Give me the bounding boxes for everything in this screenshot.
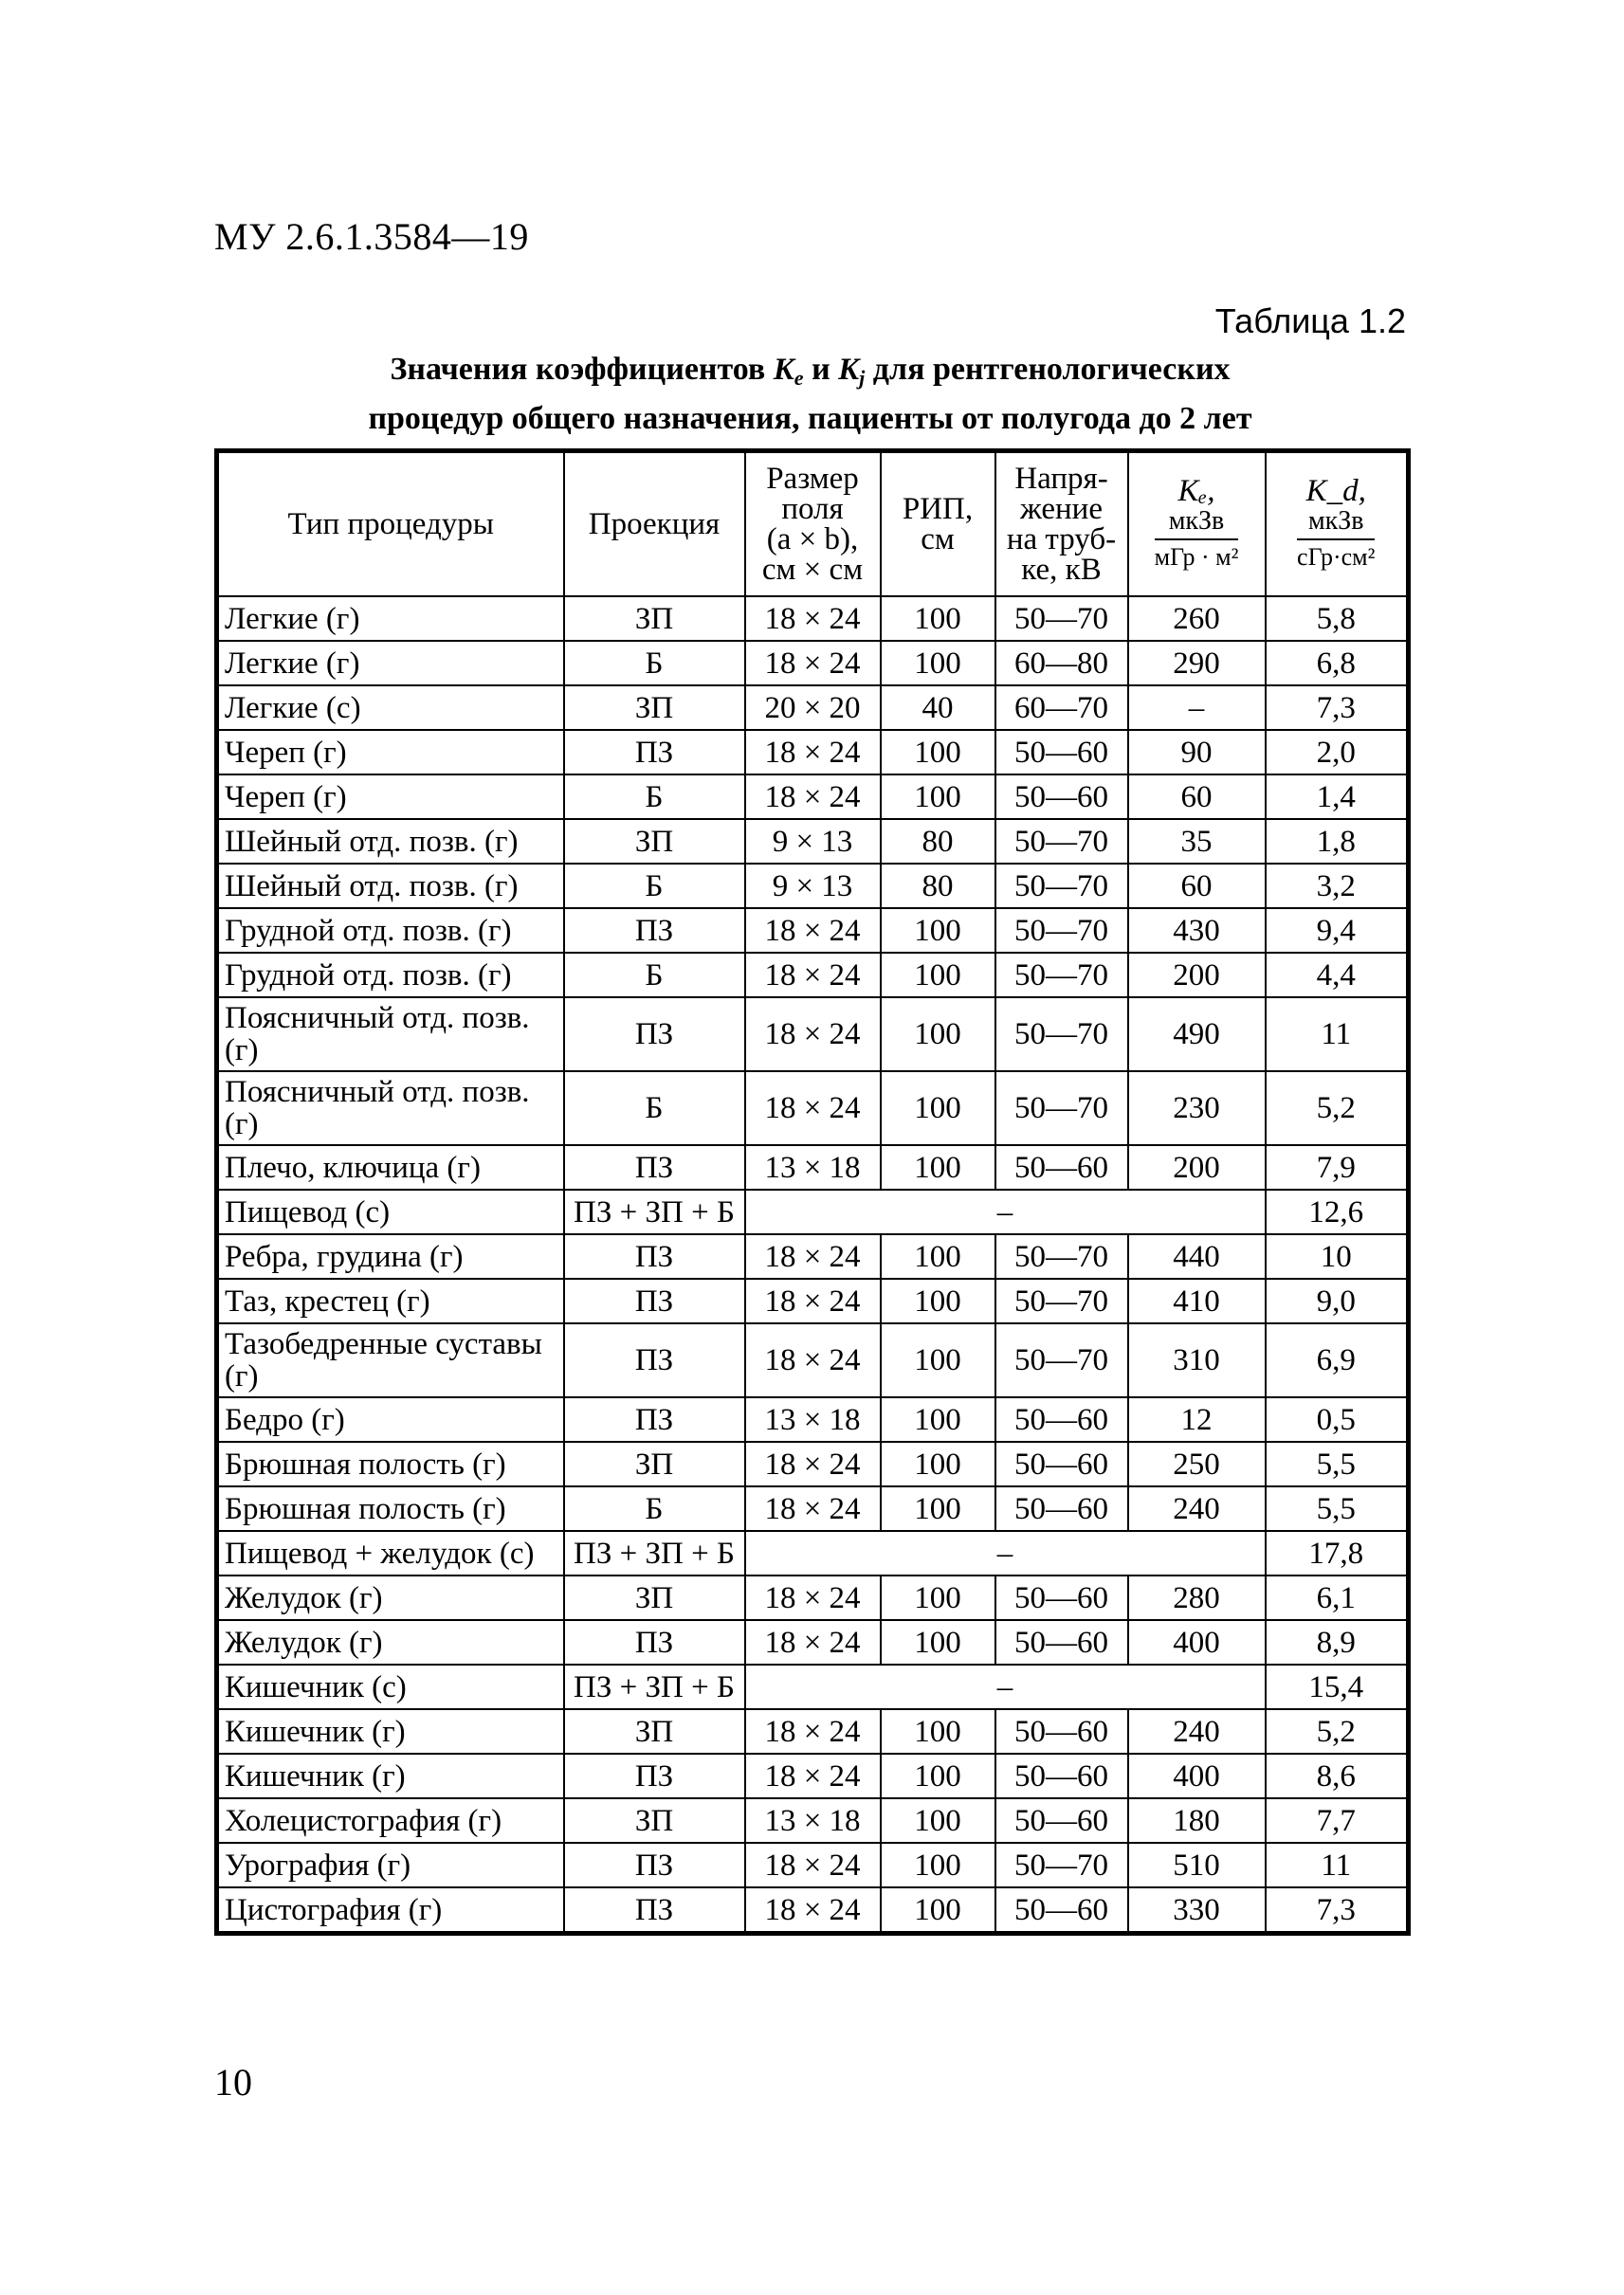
cell-ke: 310	[1128, 1323, 1266, 1397]
cell-projection: ПЗ	[564, 1323, 745, 1397]
cell-rip: 100	[881, 953, 995, 997]
caption-line2: процедур общего назначения, пациенты от полугода до 2 лет	[368, 401, 1252, 436]
cell-voltage: 60—70	[995, 685, 1128, 730]
cell-ke: 240	[1128, 1486, 1266, 1531]
caption-part1: Значения коэффициентов	[390, 352, 774, 387]
cell-projection: ПЗ	[564, 1279, 745, 1323]
cell-voltage: 50—70	[995, 1279, 1128, 1323]
cell-ke: 200	[1128, 953, 1266, 997]
cell-procedure: Легкие (г)	[217, 596, 564, 641]
cell-voltage: 50—60	[995, 1576, 1128, 1620]
cell-kd: 9,0	[1266, 1279, 1409, 1323]
table-row	[217, 1190, 1409, 1234]
cell-voltage: 50—70	[995, 997, 1128, 1071]
cell-procedure: Грудной отд. позв. (г)	[217, 908, 564, 953]
cell-field-size: 18 × 24	[745, 1843, 881, 1887]
cell-rip: 100	[881, 1279, 995, 1323]
cell-field-size: 18 × 24	[745, 1442, 881, 1486]
cell-voltage: 50—70	[995, 864, 1128, 908]
cell-ke: 280	[1128, 1576, 1266, 1620]
cell-ke: 60	[1128, 774, 1266, 819]
cell-projection: ПЗ	[564, 1843, 745, 1887]
table-row	[217, 641, 1409, 685]
cell-voltage: 50—70	[995, 908, 1128, 953]
cell-procedure: Грудной отд. позв. (г)	[217, 953, 564, 997]
cell-field-size: 18 × 24	[745, 730, 881, 774]
table-row	[217, 1323, 1409, 1397]
col-header-projection: Проекция	[564, 451, 745, 597]
cell-projection: Б	[564, 1486, 745, 1531]
rip-line1: РИП,	[902, 492, 974, 526]
cell-field-size: 18 × 24	[745, 1323, 881, 1397]
cell-procedure: Поясничный отд. позв. (г)	[217, 997, 564, 1071]
col-header-procedure: Тип процедуры	[217, 451, 564, 597]
cell-voltage: 50—60	[995, 1486, 1128, 1531]
cell-projection: ПЗ	[564, 997, 745, 1071]
cell-projection: ПЗ	[564, 1397, 745, 1442]
cell-rip: 80	[881, 819, 995, 864]
cell-field-size: 18 × 24	[745, 1279, 881, 1323]
cell-voltage: 50—60	[995, 1798, 1128, 1843]
cell-rip: 100	[881, 1145, 995, 1190]
field-size-line2: (a × b),	[766, 522, 859, 556]
cell-projection: ЗП	[564, 1576, 745, 1620]
cell-ke: 230	[1128, 1071, 1266, 1145]
cell-procedure: Кишечник (г)	[217, 1754, 564, 1798]
cell-field-size: 18 × 24	[745, 1709, 881, 1754]
cell-procedure: Шейный отд. позв. (г)	[217, 819, 564, 864]
cell-procedure: Кишечник (с)	[217, 1665, 564, 1709]
cell-ke: 290	[1128, 641, 1266, 685]
cell-projection: ПЗ	[564, 1145, 745, 1190]
table-row	[217, 819, 1409, 864]
caption-ke-sub: e	[794, 366, 804, 390]
cell-kd: 7,7	[1266, 1798, 1409, 1843]
col-header-rip	[881, 451, 995, 597]
col-header-ke	[1128, 451, 1266, 597]
cell-rip: 100	[881, 730, 995, 774]
cell-kd: 5,5	[1266, 1486, 1409, 1531]
col-header-field-size	[745, 451, 881, 597]
cell-kd: 15,4	[1266, 1665, 1409, 1709]
cell-projection: Б	[564, 864, 745, 908]
cell-kd: 5,8	[1266, 596, 1409, 641]
cell-field-size: 18 × 24	[745, 774, 881, 819]
cell-voltage: 50—60	[995, 730, 1128, 774]
kd-unit-numerator: мкЗв	[1297, 506, 1375, 540]
cell-kd: 6,9	[1266, 1323, 1409, 1397]
cell-kd: 9,4	[1266, 908, 1409, 953]
cell-voltage: 50—70	[995, 1323, 1128, 1397]
cell-rip: 80	[881, 864, 995, 908]
cell-procedure: Легкие (г)	[217, 641, 564, 685]
cell-field-size: 13 × 18	[745, 1397, 881, 1442]
cell-voltage: 50—60	[995, 774, 1128, 819]
cell-ke: 250	[1128, 1442, 1266, 1486]
caption-kj: K	[838, 353, 860, 387]
cell-kd: 5,2	[1266, 1709, 1409, 1754]
cell-rip: 100	[881, 1798, 995, 1843]
cell-kd: 12,6	[1266, 1190, 1409, 1234]
cell-procedure: Ребра, грудина (г)	[217, 1234, 564, 1279]
table-row	[217, 1145, 1409, 1190]
cell-projection: ПЗ	[564, 1887, 745, 1934]
cell-projection: ЗП	[564, 685, 745, 730]
cell-projection: ПЗ	[564, 1234, 745, 1279]
cell-field-size: 18 × 24	[745, 1486, 881, 1531]
table-row	[217, 997, 1409, 1071]
cell-ke: 260	[1128, 596, 1266, 641]
cell-field-size: 18 × 24	[745, 1887, 881, 1934]
table-row	[217, 1576, 1409, 1620]
ke-unit-fraction	[1155, 506, 1239, 573]
cell-rip: 100	[881, 1709, 995, 1754]
cell-rip: 100	[881, 774, 995, 819]
cell-procedure: Кишечник (г)	[217, 1709, 564, 1754]
table-row	[217, 774, 1409, 819]
cell-rip: 100	[881, 1843, 995, 1887]
table-row	[217, 908, 1409, 953]
cell-ke: 240	[1128, 1709, 1266, 1754]
kd-unit-fraction	[1297, 506, 1375, 573]
cell-ke: –	[1128, 685, 1266, 730]
cell-voltage: 50—70	[995, 1234, 1128, 1279]
cell-voltage: 50—60	[995, 1145, 1128, 1190]
cell-rip: 100	[881, 1071, 995, 1145]
rip-line2: см	[921, 522, 955, 556]
kd-unit-denominator: сГр·см²	[1297, 543, 1376, 571]
cell-kd: 17,8	[1266, 1531, 1409, 1576]
table-body	[217, 596, 1409, 1934]
ke-symbol: Kₑ,	[1177, 474, 1215, 508]
cell-ke: 12	[1128, 1397, 1266, 1442]
cell-projection: ЗП	[564, 819, 745, 864]
cell-field-size: 9 × 13	[745, 819, 881, 864]
cell-field-size: 18 × 24	[745, 953, 881, 997]
cell-ke: 400	[1128, 1754, 1266, 1798]
caption-ke: K	[773, 353, 794, 387]
cell-rip: 100	[881, 1323, 995, 1397]
cell-ke: 510	[1128, 1843, 1266, 1887]
table-row	[217, 1798, 1409, 1843]
cell-projection: ПЗ	[564, 1620, 745, 1665]
cell-projection: ЗП	[564, 1709, 745, 1754]
cell-rip: 100	[881, 596, 995, 641]
table-label: Таблица 1.2	[1214, 301, 1406, 340]
caption-and: и	[803, 352, 839, 387]
cell-voltage: 50—60	[995, 1709, 1128, 1754]
table-row	[217, 1665, 1409, 1709]
cell-ke: 35	[1128, 819, 1266, 864]
cell-field-size: 18 × 24	[745, 908, 881, 953]
cell-kd: 8,9	[1266, 1620, 1409, 1665]
cell-procedure: Желудок (г)	[217, 1620, 564, 1665]
kd-symbol: K_d,	[1305, 474, 1366, 508]
cell-ke: 410	[1128, 1279, 1266, 1323]
cell-procedure: Легкие (с)	[217, 685, 564, 730]
cell-merged-dash: –	[745, 1190, 1266, 1234]
cell-kd: 4,4	[1266, 953, 1409, 997]
cell-procedure: Цистография (г)	[217, 1887, 564, 1934]
field-size-line3: см × см	[761, 553, 864, 587]
cell-field-size: 20 × 20	[745, 685, 881, 730]
voltage-line1: Напря-	[1014, 462, 1108, 496]
table-caption	[214, 349, 1406, 439]
table-row	[217, 730, 1409, 774]
table-row	[217, 1531, 1409, 1576]
cell-kd: 7,3	[1266, 1887, 1409, 1934]
cell-field-size: 18 × 24	[745, 1234, 881, 1279]
cell-field-size: 13 × 18	[745, 1145, 881, 1190]
cell-field-size: 9 × 13	[745, 864, 881, 908]
table-header-row	[217, 451, 1409, 597]
voltage-line2: жение	[1020, 492, 1103, 526]
cell-field-size: 18 × 24	[745, 1620, 881, 1665]
cell-kd: 5,5	[1266, 1442, 1409, 1486]
voltage-line3: на труб-	[1006, 522, 1117, 556]
table-row	[217, 953, 1409, 997]
voltage-line4: ке, кВ	[1021, 553, 1102, 587]
cell-projection: ЗП	[564, 1798, 745, 1843]
cell-kd: 11	[1266, 997, 1409, 1071]
cell-ke: 200	[1128, 1145, 1266, 1190]
cell-projection: ПЗ + ЗП + Б	[564, 1531, 745, 1576]
cell-kd: 6,1	[1266, 1576, 1409, 1620]
cell-field-size: 18 × 24	[745, 1754, 881, 1798]
cell-rip: 100	[881, 1397, 995, 1442]
cell-rip: 100	[881, 908, 995, 953]
cell-projection: Б	[564, 1071, 745, 1145]
dose-coefficient-table	[214, 448, 1411, 1936]
document-code: МУ 2.6.1.3584—19	[214, 215, 529, 258]
cell-procedure: Плечо, ключица (г)	[217, 1145, 564, 1190]
cell-rip: 100	[881, 997, 995, 1071]
cell-kd: 1,8	[1266, 819, 1409, 864]
cell-field-size: 18 × 24	[745, 1071, 881, 1145]
col-header-kd	[1266, 451, 1409, 597]
cell-field-size: 18 × 24	[745, 997, 881, 1071]
table-row	[217, 1486, 1409, 1531]
table-row	[217, 1234, 1409, 1279]
cell-kd: 1,4	[1266, 774, 1409, 819]
cell-projection: ПЗ + ЗП + Б	[564, 1665, 745, 1709]
cell-projection: ЗП	[564, 1442, 745, 1486]
col-header-voltage	[995, 451, 1128, 597]
cell-rip: 100	[881, 1486, 995, 1531]
cell-procedure: Желудок (г)	[217, 1576, 564, 1620]
cell-voltage: 50—70	[995, 819, 1128, 864]
cell-field-size: 18 × 24	[745, 596, 881, 641]
cell-voltage: 60—80	[995, 641, 1128, 685]
cell-voltage: 50—60	[995, 1397, 1128, 1442]
cell-procedure: Пищевод (с)	[217, 1190, 564, 1234]
ke-unit-denominator: мГр · м²	[1154, 543, 1239, 571]
table-row	[217, 1843, 1409, 1887]
cell-voltage: 50—60	[995, 1754, 1128, 1798]
cell-projection: ПЗ + ЗП + Б	[564, 1190, 745, 1234]
table-row	[217, 1709, 1409, 1754]
cell-ke: 400	[1128, 1620, 1266, 1665]
cell-ke: 180	[1128, 1798, 1266, 1843]
cell-procedure: Тазобедренные суставы (г)	[217, 1323, 564, 1397]
cell-voltage: 50—70	[995, 1071, 1128, 1145]
cell-voltage: 50—60	[995, 1887, 1128, 1934]
cell-projection: ПЗ	[564, 1754, 745, 1798]
cell-projection: Б	[564, 641, 745, 685]
cell-projection: ПЗ	[564, 908, 745, 953]
cell-procedure: Брюшная полость (г)	[217, 1442, 564, 1486]
cell-rip: 100	[881, 1576, 995, 1620]
cell-field-size: 18 × 24	[745, 641, 881, 685]
cell-kd: 2,0	[1266, 730, 1409, 774]
table-row	[217, 1442, 1409, 1486]
cell-projection: Б	[564, 953, 745, 997]
cell-kd: 6,8	[1266, 641, 1409, 685]
cell-rip: 100	[881, 1754, 995, 1798]
cell-procedure: Таз, крестец (г)	[217, 1279, 564, 1323]
table-row	[217, 1397, 1409, 1442]
cell-voltage: 50—70	[995, 596, 1128, 641]
caption-kj-sub: j	[859, 366, 866, 390]
table-row	[217, 1279, 1409, 1323]
cell-ke: 60	[1128, 864, 1266, 908]
cell-procedure: Урография (г)	[217, 1843, 564, 1887]
cell-procedure: Брюшная полость (г)	[217, 1486, 564, 1531]
cell-ke: 330	[1128, 1887, 1266, 1934]
cell-procedure: Поясничный отд. позв. (г)	[217, 1071, 564, 1145]
cell-voltage: 50—60	[995, 1620, 1128, 1665]
cell-kd: 10	[1266, 1234, 1409, 1279]
cell-procedure: Бедро (г)	[217, 1397, 564, 1442]
cell-rip: 40	[881, 685, 995, 730]
cell-kd: 7,3	[1266, 685, 1409, 730]
cell-merged-dash: –	[745, 1665, 1266, 1709]
cell-rip: 100	[881, 641, 995, 685]
table-row	[217, 596, 1409, 641]
cell-procedure: Шейный отд. позв. (г)	[217, 864, 564, 908]
cell-procedure: Холецистография (г)	[217, 1798, 564, 1843]
cell-rip: 100	[881, 1234, 995, 1279]
table-row	[217, 1620, 1409, 1665]
cell-kd: 11	[1266, 1843, 1409, 1887]
cell-projection: Б	[564, 774, 745, 819]
cell-merged-dash: –	[745, 1531, 1266, 1576]
table-row	[217, 1887, 1409, 1934]
cell-rip: 100	[881, 1620, 995, 1665]
cell-procedure: Череп (г)	[217, 730, 564, 774]
cell-kd: 3,2	[1266, 864, 1409, 908]
table-row	[217, 685, 1409, 730]
cell-voltage: 50—70	[995, 953, 1128, 997]
table-row	[217, 1754, 1409, 1798]
cell-projection: ПЗ	[564, 730, 745, 774]
cell-projection: ЗП	[564, 596, 745, 641]
caption-part2: для рентгенологических	[865, 352, 1231, 387]
cell-field-size: 13 × 18	[745, 1798, 881, 1843]
page-number: 10	[214, 2061, 252, 2104]
cell-voltage: 50—60	[995, 1442, 1128, 1486]
cell-procedure: Череп (г)	[217, 774, 564, 819]
cell-ke: 430	[1128, 908, 1266, 953]
cell-field-size: 18 × 24	[745, 1576, 881, 1620]
cell-kd: 8,6	[1266, 1754, 1409, 1798]
ke-unit-numerator: мкЗв	[1155, 506, 1239, 540]
cell-kd: 7,9	[1266, 1145, 1409, 1190]
table-row	[217, 1071, 1409, 1145]
cell-rip: 100	[881, 1887, 995, 1934]
table-row	[217, 864, 1409, 908]
field-size-line1: Размер поля	[766, 462, 859, 526]
cell-ke: 490	[1128, 997, 1266, 1071]
cell-kd: 0,5	[1266, 1397, 1409, 1442]
cell-rip: 100	[881, 1442, 995, 1486]
cell-kd: 5,2	[1266, 1071, 1409, 1145]
cell-procedure: Пищевод + желудок (с)	[217, 1531, 564, 1576]
cell-ke: 440	[1128, 1234, 1266, 1279]
cell-voltage: 50—70	[995, 1843, 1128, 1887]
cell-ke: 90	[1128, 730, 1266, 774]
